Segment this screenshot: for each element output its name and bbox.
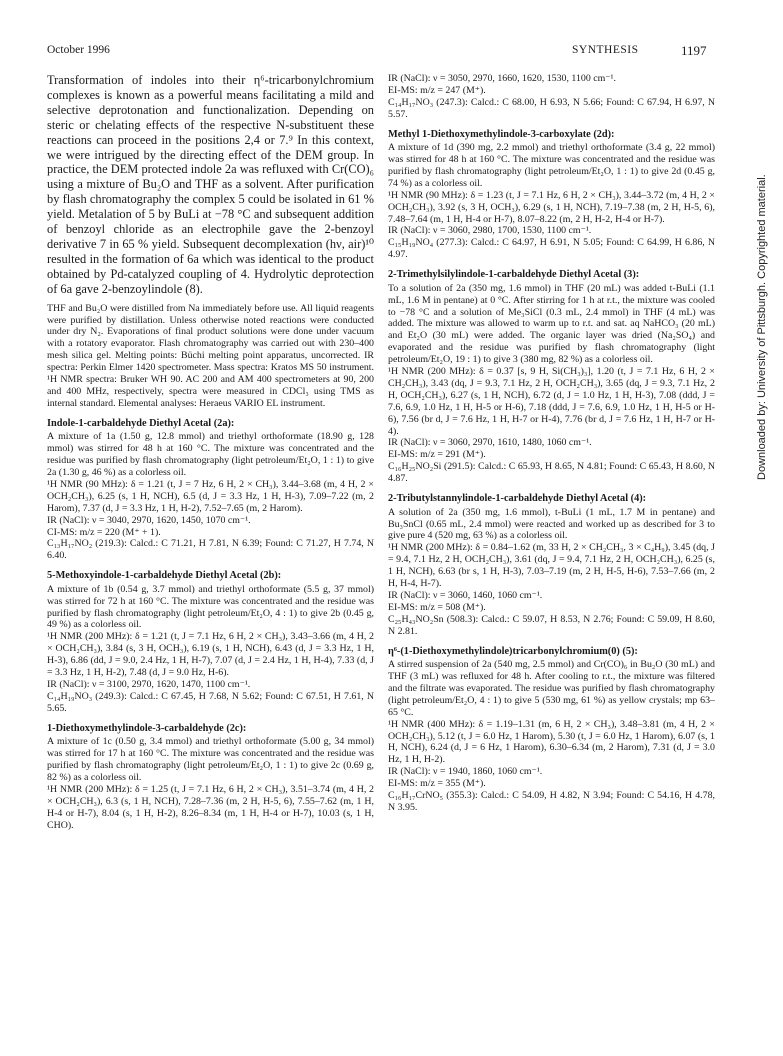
nmr-data: ¹H NMR (200 MHz): δ = 1.21 (t, J = 7.1 Hz, 6 H, 2 × CH₃), 3.43–3.66 (m, 4 H, 2 × OCH₂CH₃), 3.84 (s, 3 H, OCH₃), 6.19 (s, 1 H, NCH), 6.43 (d, J = 3.3 Hz, 1 H, H-3), 6.86 (dd, J = 9.0, 2.4 Hz, 1 H, H-7), 7.07 (d, J = 2.4 Hz, 1 H, H-4), 7.33 (d, J = 3.3 Hz, 1 H, H-2), 7.48 (d, J = 9.0 Hz, H-6). <box>47 631 374 679</box>
nmr-data: ¹H NMR (200 MHz): δ = 0.84–1.62 (m, 33 H, 2 × CH₂CH₃, 3 × C₄H₉), 3.45 (dq, J = 9.4, 7.1 Hz, 2 H, OCH₂CH₃), 3.61 (dq, J = 9.4, 7.1 Hz, 2 H, OCH₂CH₃), 6.25 (s, 1 H, NCH), 6.63 (br s, 1 H, H-3), 7.03–7.19 (m, 2 H, H-5, H-6), 7.53–7.66 (m, 2 H, H-4, H-7). <box>388 542 715 590</box>
analysis-data: C₁₆H₂₅NO₂Si (291.5): Calcd.: C 65.93, H 8.65, N 4.81; Found: C 65.43, H 8.60, N 4.87. <box>388 461 715 485</box>
left-column <box>47 73 374 831</box>
ms-data: EI-MS: m/z = 355 (M⁺). <box>388 778 486 790</box>
section-2b <box>47 570 374 714</box>
nmr-data: ¹H NMR (400 MHz): δ = 1.19–1.31 (m, 6 H, 2 × CH₃), 3.48–3.81 (m, 4 H, 2 × OCH₂CH₃), 5.12 (t, J = 6.0 Hz, 1 Harom), 5.30 (t, J = 6.0 Hz, 1 Harom), 6.07 (s, 1 H, NCH), 6.24 (d, J = 6 Hz, 1 Harom), 6.30–6.34 (m, 2 Harom), 7.31 (d, J = 3.0 Hz, 1 H, H-2). <box>388 718 715 766</box>
analysis-data: C₂₅H₄₃NO₂Sn (508.3): Calcd.: C 59.07, H 8.53, N 2.76; Found: C 59.09, H 8.60, N 2.81. <box>388 613 715 637</box>
section-3 <box>388 269 715 485</box>
ir-data: IR (NaCl): ν = 3040, 2970, 1620, 1450, 1070 cm⁻¹. <box>47 514 251 526</box>
analysis-data: C₁₃H₁₇NO₂ (219.3): Calcd.: C 71.21, H 7.81, N 6.39; Found: C 71.27, H 7.74, N 6.40. <box>47 538 374 562</box>
procedure-text: To a solution of 2a (350 mg, 1.6 mmol) in THF (20 mL) was added t-BuLi (1.1 mL, 1.6 M in pentane) at 0 °C. After stirring for 1 h at r.t., the mixture was cooled to −78 °C and a solution of Me₃SiCl (0.3 mL, 2.4 mmol) in THF (4 mL) was added. The mixture was allowed to warm up to r.t. and sat. aq NaHCO₃ (20 mL) and Et₂O (30 mL) were added. The organic layer was dried (Na₂SO₄) and evaporated and the residue was purified by flash chromatography (light petroleum/Et₂O, 19 : 1) to give 3 (380 mg, 82 %) as a colorless oil. <box>388 282 715 366</box>
analysis-data: C₁₄H₁₉NO₃ (249.3): Calcd.: C 67.45, H 7.68, N 5.62; Found: C 67.51, H 7.61, N 5.65. <box>47 690 374 714</box>
nmr-data: ¹H NMR (200 MHz): δ = 0.37 [s, 9 H, Si(CH₃)₃], 1.20 (t, J = 7.1 Hz, 6 H, 2 × CH₂CH₃), 3.43 (dq, J = 9.3, 7.1 Hz, 2 H, OCH₂CH₃), 3.65 (dq, J = 9.3, 7.1 Hz, 2 H, OCH₂CH₃), 6.27 (s, 1 H, NCH), 6.72 (d, J = 1.0 Hz, 1 H, H-3), 7.08 (ddd, J = 7.6, 6.9, 1.0 Hz, 1 H, H-5 or H-6), 7.18 (ddd, J = 7.6, 6.9, 1.0 Hz, 1 H, H-5 or H-6), 7.56 (br d, J = 7.6 Hz, 1 H, H-7 or H-4), 7.76 (br d, J = 7.6 Hz, 1 H, H-7 or H-4). <box>388 366 715 437</box>
section-2c <box>47 723 374 832</box>
section-2c-continued <box>388 73 715 121</box>
section-2d <box>388 129 715 262</box>
ir-data: IR (NaCl): ν = 3100, 2970, 1620, 1470, 1100 cm⁻¹. <box>47 678 251 690</box>
nmr-data: ¹H NMR (200 MHz): δ = 1.25 (t, J = 7.1 Hz, 6 H, 2 × CH₃), 3.51–3.74 (m, 4 H, 2 × OCH₂CH₃), 6.3 (s, 1 H, NCH), 7.28–7.36 (m, 2 H, H-5, 6), 7.55–7.62 (m, 1 H, H-4 or H-7), 8.04 (s, 1 H, H-2), 8.26–8.34 (m, 1 H, H-4 or H-7), 10.03 (s, 1 H, CHO). <box>47 783 374 831</box>
ir-data: IR (NaCl): ν = 1940, 1860, 1060 cm⁻¹. <box>388 766 543 778</box>
ms-data: CI-MS: m/z = 220 (M⁺ + 1). <box>47 526 161 538</box>
procedure-text: A mixture of 1d (390 mg, 2.2 mmol) and triethyl orthoformate (3.4 g, 22 mmol) was stirred for 48 h at 160 °C. The mixture was concentrated and the residue was purified by flash chromatography (light petroleum/Et₂O, 1 : 1) to give 2d (0.45 g, 74 %) as a colorless oil. <box>388 142 715 189</box>
ms-data: EI-MS: m/z = 291 (M⁺). <box>388 449 486 461</box>
section-heading: η⁶-(1-Diethoxymethylindole)tricarbonylchromium(0) (5): <box>388 645 638 657</box>
page-number: 1197 <box>681 43 707 58</box>
section-heading: 5-Methoxyindole-1-carbaldehyde Diethyl Acetal (2b): <box>47 570 282 582</box>
section-heading: 1-Diethoxymethylindole-3-carbaldehyde (2c): <box>47 722 247 734</box>
general-methods: THF and Bu₂O were distilled from Na immediately before use. All liquid reagents were purified by distillation. Unless otherwise noted reactions were conducted under dry N₂. Evaporations of final product solutions were done under vacuum with a rotatory evaporator. Flash chromatography was carried out with 230–400 mesh silica gel. Melting points: Büchi melting point apparatus, uncorrected. IR spectra: Perkin Elmer 1420 spectrometer. Mass spectra: Kratos MS 50 instrument. ¹H NMR spectra: Bruker WH 90. AC 200 and AM 400 spectrometers at 90, 200 and 400 MHz, respectively, spectra were measured in CDCl₃ using TMS as internal standard. Elemental analyses: Heraeus VARIO EL instrument. <box>47 302 374 409</box>
download-watermark-text: Downloaded by: University of Pittsburgh. Copyrighted material. <box>756 174 768 480</box>
analysis-data: C₁₅H₁₉NO₄ (277.3): Calcd.: C 64.97, H 6.91, N 5.05; Found: C 64.99, H 6.86, N 4.97. <box>388 237 715 261</box>
nmr-data: ¹H NMR (90 MHz): δ = 1.21 (t, J = 7 Hz, 6 H, 2 × CH₃), 3.44–3.68 (m, 4 H, 2 × OCH₂CH₃), 6.25 (s, 1 H, NCH), 6.5 (d, J = 3.3 Hz, 1 H, H-3), 7.09–7.22 (m, 2 Harom), 7.37 (d, J = 3.3 Hz, 1 H, H-2), 7.52–7.65 (m, 2 Harom). <box>47 478 374 514</box>
section-heading: 2-Tributylstannylindole-1-carbaldehyde Diethyl Acetal (4): <box>388 493 647 505</box>
section-heading: Methyl 1-Diethoxymethylindole-3-carboxylate (2d): <box>388 128 615 140</box>
ir-data: IR (NaCl): ν = 3060, 1460, 1060 cm⁻¹. <box>388 589 543 601</box>
procedure-text: A solution of 2a (350 mg, 1.6 mmol), t-BuLi (1 mL, 1.7 M in pentane) and Bu₃SnCl (0.65 mL, 2.4 mmol) were reacted and worked up as described for 3 to give pure 4 (520 mg, 63 %) as a colorless oil. <box>388 506 715 542</box>
ir-data: IR (NaCl): ν = 3050, 2970, 1660, 1620, 1530, 1100 cm⁻¹. <box>388 73 616 84</box>
ir-data: IR (NaCl): ν = 3060, 2970, 1610, 1480, 1060 cm⁻¹. <box>388 437 592 449</box>
procedure-text: A mixture of 1c (0.50 g, 3.4 mmol) and triethyl orthoformate (5.00 g, 34 mmol) was stirred for 17 h at 160 °C. The mixture was concentrated and the residue was purified by flash chromatography (light petroleum/Et₂O, 1 : 1) to give 2c (0.69 g, 82 %) as a colorless oil. <box>47 736 374 783</box>
section-heading: Indole-1-carbaldehyde Diethyl Acetal (2a): <box>47 417 235 429</box>
right-column <box>388 73 715 814</box>
section-4 <box>388 493 715 637</box>
section-heading: 2-Trimethylsilylindole-1-carbaldehyde Diethyl Acetal (3): <box>388 269 640 281</box>
ms-data: EI-MS: m/z = 247 (M⁺). <box>388 84 486 96</box>
procedure-text: A mixture of 1a (1.50 g, 12.8 mmol) and triethyl orthoformate (18.90 g, 128 mmol) was stirred for 48 h at 160 °C. The mixture was concentrated and the residue was purified by flash chromatography (light petroleum/Et₂O, 1 : 1) to give 2a (1.30 g, 46 %) as a colorless oil. <box>47 431 374 478</box>
ms-data: EI-MS: m/z = 508 (M⁺). <box>388 601 486 613</box>
running-head-date: October 1996 <box>47 44 110 56</box>
running-head-journal: SYNTHESIS <box>572 44 639 56</box>
procedure-text: A mixture of 1b (0.54 g, 3.7 mmol) and triethyl orthoformate (5.5 g, 37 mmol) was stirred for 72 h at 160 °C. The mixture was concentrated and the residue was purified by flash chromatography (light petroleum/Et₂O, 4 : 1) to give 2b (0.45 g, 49 %) as a colorless oil. <box>47 583 374 631</box>
procedure-text: A stirred suspension of 2a (540 mg, 2.5 mmol) and Cr(CO)₆ in Bu₂O (30 mL) and THF (3 mL) was refluxed for 48 h. After cooling to r.t., the mixture was filtered and the filtrate was evaporated. The residue was purified by flash chromatography (light petroleum/Et₂O, 4 : 1) to give 5 (530 mg, 61 %) as yellow crystals; mp 63–65 °C. <box>388 659 715 718</box>
intro-paragraph: Transformation of indoles into their η⁶-tricarbonylchromium complexes is known as a powerful means facilitating a mild and selective deprotonation and functionalization. Depending on steric or chelating effects of the respective N-substituent these reactions can proceed in the positions 2,4 or 7.⁹ In this context, we were intrigued by the directing effect of the DEM group. In practice, the DEM protected indole 2a was refluxed with Cr(CO)₆ using a mixture of Bu₂O and THF as a solvent. After purification by flash chromatography the complex 5 could be isolated in 61 % yield. Metalation of 5 by BuLi at −78 °C and subsequent addition of benzoyl chloride as an electrophile gave the 2-benzoyl derivative 7 in 65 % yield. Subsequent decomplexation (hν, air)¹⁰ resulted in the formation of 6a which was identical to the product obtained by Pd-catalyzed coupling of 4. Hydrolytic deprotection of 6a gave 2-benzoylindole (8). <box>47 73 374 296</box>
analysis-data: C₁₆H₁₇CrNO₅ (355.3): Calcd.: C 54.09, H 4.82, N 3.94; Found: C 54.16, H 4.78, N 3.95. <box>388 790 715 813</box>
section-5 <box>388 646 715 814</box>
ir-data: IR (NaCl): ν = 3060, 2980, 1700, 1530, 1100 cm⁻¹. <box>388 225 592 237</box>
section-2a <box>47 418 374 562</box>
analysis-data: C₁₄H₁₇NO₃ (247.3): Calcd.: C 68.00, H 6.93, N 5.66; Found: C 67.94, H 6.97, N 5.57. <box>388 96 715 120</box>
nmr-data: ¹H NMR (90 MHz): δ = 1.23 (t, J = 7.1 Hz, 6 H, 2 × CH₃), 3.44–3.72 (m, 4 H, 2 × OCH₂CH₃), 3.92 (s, 3 H, OCH₃), 6.29 (s, 1 H, NCH), 7.19–7.38 (m, 2 H, H-5, 6), 7.48–7.64 (m, 1 H, H-4 or H-7), 8.07–8.22 (m, 2 H, H-2, H-4 or H-7). <box>388 189 715 225</box>
